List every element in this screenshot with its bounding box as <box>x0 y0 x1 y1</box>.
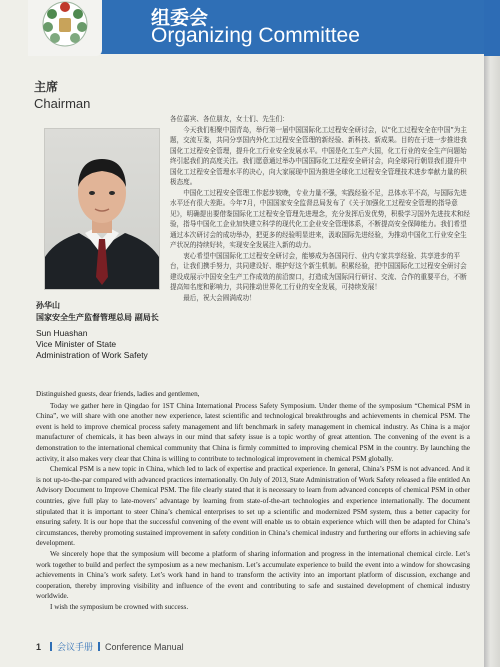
chairman-name-en: Sun Huashan <box>36 328 88 338</box>
letter-en-paragraph: Today we gather here in Qingdao for 1ST China International Process Safety Symposium. Under theme of the symposium “Chemical PSM in China”, we will share with one another new experience, latest scientific and technological breakthroughs and achievements in chemical PSM. The event is held to improve chemical process safety management and lift benchmark in safety management in chemical industry. As China is a major manufacturer of chemicals, it has been always in our mind that safety issue is a topic worthy of great attention. The convening of the event is a demonstration to the international chemical community that China is firmly committed to improving chemical PSM in the country. By launching the activity, it also makes very clear that China is willing to contribute to technological improvement in chemical PSM globally. <box>36 401 470 463</box>
header-title-cn: 组委会 <box>151 7 209 29</box>
next-page-header-strip <box>484 0 500 56</box>
welcome-letter-cn <box>170 114 472 382</box>
letter-en-salutation: Distinguished guests, dear friends, ladies and gentlemen, <box>36 390 200 398</box>
letter-en-closing: I wish the symposium be crowned with success. <box>50 602 189 611</box>
role-title-en: Chairman <box>34 96 91 111</box>
chairman-name-block-cn <box>36 300 171 324</box>
footer-manual-cn: 会议手册 <box>57 643 94 653</box>
chairman-photo <box>44 128 160 290</box>
letter-cn-paragraph: 最后，祝大会圆满成功！ <box>183 293 256 302</box>
page-footer <box>36 640 184 653</box>
committee-logo-icon <box>28 0 102 56</box>
chairman-affiliation-cn: 国家安全生产监督管理总局 副局长 <box>36 313 159 322</box>
letter-en-paragraph: We sincerely hope that the symposium will become a platform of sharing information and progress in the international chemical circle. Let’s work together to build and perfect the symposium as a new mechanism. Let’s accumulate experience to build the event into a window for showcasing achievements in China’s work safety. Let’s work hand in hand to transform the activity into an important platform of discussion, exchange and cooperation, thereby improving visibility and influence of the event and contributing to safe and sustained development of chemical industry worldwide. <box>36 549 470 601</box>
letter-cn-paragraph: 中国化工过程安全管理工作起步较晚，专业力量不强，实践经验不足，总体水平不高，与国际先进水平还有很大差距。今年7月，中国国家安全监督总局发布了《关于加强化工过程安全管理的指导意见》，明确提出要借鉴国际化工过程安全管理先进理念，充分发挥后发优势，积极学习国外先进技术和经验，指导中国化工企业加快建立科学的现代化工企业安全管理体系，不断提高安全保障能力。我们希望通过本次研讨会的成功举办，把更多的经验明显进来，汲取国际先进经验，为推动中国化工行业安全生产状况的持续好转，实现安全发展注入新的动力。 <box>170 188 471 249</box>
footer-divider <box>50 642 52 651</box>
header-title-en: Organizing Committee <box>151 24 360 47</box>
footer-divider <box>98 642 100 651</box>
letter-cn-paragraph: 衷心希望中国国际化工过程安全研讨会，能够成为各国同行、业内专家共享经验、共享进步的平台，让我们携手努力，共同建设好、维护好这个新生机制。积累经验，把中国国际化工过程安全研讨会建设成展示中国安全生产工作成效的前沿窗口，打造成为国际同行研讨、交流、合作的重要平台，不断提高知名度和影响力，共同推动世界化工行业的安全发展，可持续发展！ <box>170 251 467 291</box>
letter-cn-paragraph: 今天我们相聚中国青岛，举行第一届中国国际化工过程安全研讨会，以“化工过程安全在中国”为主题，交流互鉴，共同分享国内外化工过程安全管理的新经验、新科技、新成果。目的在于进一步推进我国化工过程安全管理，提升化工行业安全发展水平。中国是化工生产大国，化工行业的安全生产问题始终引起我们的高度关注。我们愿意通过举办中国国际化工过程安全研讨会，向全球同行朝显我们提升中国化工过程安全管理水平的决心，向大家展现中国为推进全球化工过程安全管理技术进步奉献力量的积极态度。 <box>170 125 467 186</box>
letter-en-paragraph: Chemical PSM is a new topic in China, which led to lack of expertise and practical experience. In general, China’s PSM is not advanced. And it is not up-to-the-par compared with advanced practices internationally. On July of 2013, State Administration of Work Safety released a file entitled An Advisory Document to Improve Chemical PSM. The file clearly stated that it is necessary to learn from advanced concepts of chemical PSM in other countries, give full play to late-movers’ advantage by learning from state-of-the-art technologies and experience internationally. The document stipulated that it is important to steer China’s chemical enterprises to set up a scientific and modernized PSM system, thus a better capacity for ensuring safety. It is our hope that the successful convening of the event will enable us to obtain experience which will then be adapted for China’s circumstances, thereby promoting sustained improvement in safety condition in China’s chemical industry and furthering our efforts in achieving safe development. <box>36 465 470 548</box>
role-title-cn: 主席 <box>34 80 59 94</box>
welcome-letter-en <box>36 389 470 621</box>
chairman-name-cn: 孙华山 <box>36 301 60 310</box>
chairman-affiliation-en: Vice Minister of State Administration of Work Safety <box>36 339 148 360</box>
next-page-edge <box>484 0 500 667</box>
chairman-name-block-en <box>36 328 171 361</box>
footer-manual-en: Conference Manual <box>105 642 184 652</box>
page-number: 1 <box>36 642 42 652</box>
section-header <box>36 0 484 54</box>
letter-cn-paragraph: 各位嘉宾、各位朋友，女士们、先生们： <box>170 115 289 123</box>
